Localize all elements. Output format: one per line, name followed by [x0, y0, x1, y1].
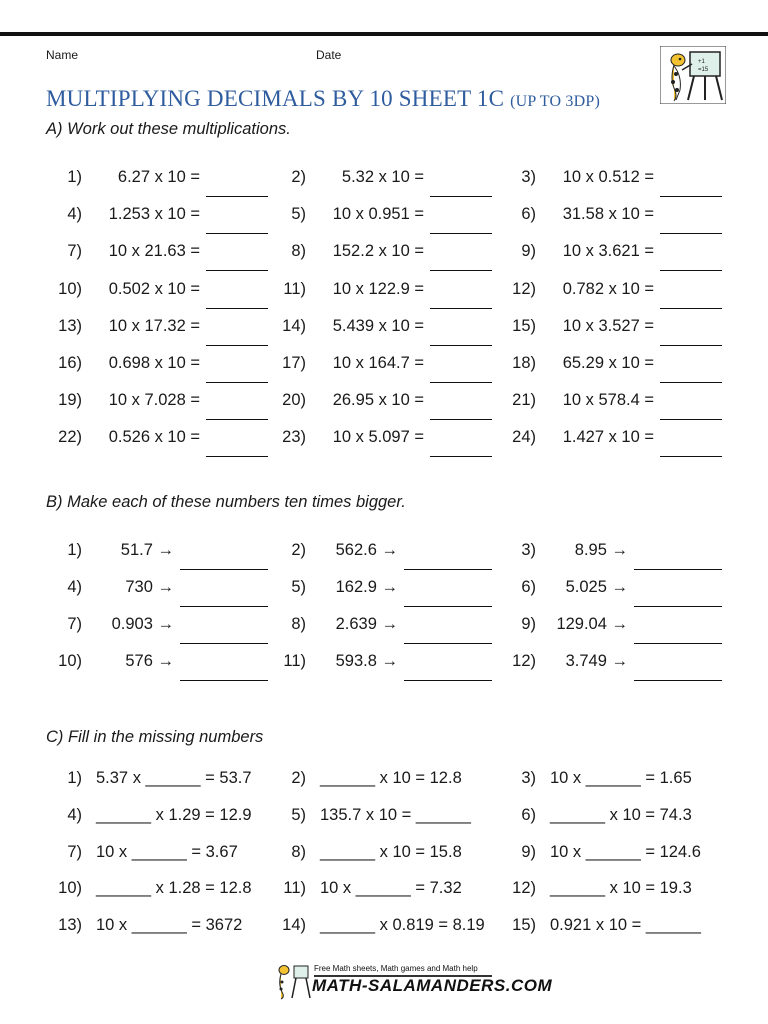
question-item	[44, 168, 272, 192]
question-expression: ______ x 10 = 19.3	[550, 879, 692, 898]
answer-blank[interactable]	[180, 643, 268, 644]
question-expression: 10 x 578.4 =	[562, 391, 654, 410]
answer-blank[interactable]	[206, 196, 268, 197]
question-expression: 5.32 x 10 =	[341, 168, 424, 186]
question-expression: 5.37 x ______ = 53.7	[96, 769, 252, 787]
question-item	[44, 205, 272, 229]
question-expression: 162.9 →	[335, 578, 398, 596]
question-expression: 2.639 →	[335, 615, 398, 633]
question-number: 1)	[67, 769, 82, 787]
question-expression: ______ x 0.819 = 8.19	[320, 916, 485, 935]
question-item	[268, 280, 496, 304]
question-item	[44, 916, 272, 940]
question-expression: 562.6 →	[335, 541, 398, 559]
question-number: 6)	[521, 805, 536, 824]
question-item	[498, 541, 726, 565]
question-item	[268, 541, 496, 565]
question-item	[498, 428, 726, 452]
question-item	[498, 317, 726, 341]
answer-blank[interactable]	[660, 419, 722, 420]
question-number: 2)	[291, 541, 306, 559]
question-number: 24)	[512, 428, 536, 447]
name-label: Name	[46, 48, 79, 62]
question-expression: 31.58 x 10 =	[562, 205, 654, 224]
answer-blank[interactable]	[660, 345, 722, 346]
question-item	[498, 843, 726, 867]
footer-salamander-icon	[272, 962, 312, 1000]
question-expression: 10 x ______ = 1.65	[550, 769, 692, 787]
question-item	[268, 652, 496, 676]
answer-blank[interactable]	[660, 308, 722, 309]
answer-blank[interactable]	[634, 569, 722, 570]
question-expression: 152.2 x 10 =	[332, 242, 424, 261]
answer-blank[interactable]	[634, 680, 722, 681]
question-expression: 0.502 x 10 =	[108, 279, 200, 298]
page-title	[46, 86, 600, 112]
question-number: 2)	[291, 769, 306, 787]
question-item	[44, 578, 272, 602]
question-number: 10)	[58, 879, 82, 898]
question-item	[268, 317, 496, 341]
section-c-heading: C) Fill in the missing numbers	[46, 728, 264, 746]
question-expression: 10 x 3.527 =	[562, 316, 654, 335]
question-expression: 5.439 x 10 =	[332, 316, 424, 335]
question-item	[44, 428, 272, 452]
svg-text:=15: =15	[698, 67, 709, 73]
section-b-heading: B) Make each of these numbers ten times bigger.	[46, 493, 406, 511]
question-number: 10)	[58, 279, 82, 298]
question-expression: 0.903 →	[111, 615, 174, 633]
question-item	[498, 280, 726, 304]
question-item	[498, 391, 726, 415]
question-number: 2)	[291, 168, 306, 186]
question-expression: 10 x ______ = 3672	[96, 916, 243, 935]
question-expression: 8.95 →	[574, 541, 628, 559]
question-item	[44, 317, 272, 341]
answer-blank[interactable]	[660, 456, 722, 457]
question-expression: ______ x 1.29 = 12.9	[96, 805, 252, 824]
question-expression: ______ x 10 = 15.8	[320, 842, 462, 861]
question-expression: 10 x 0.512 =	[562, 168, 654, 186]
question-number: 3)	[521, 168, 536, 186]
answer-blank[interactable]	[206, 270, 268, 271]
question-number: 5)	[291, 578, 306, 596]
question-number: 5)	[291, 205, 306, 224]
section-a-heading: A) Work out these multiplications.	[46, 120, 291, 138]
salamander-teacher-logo-icon	[660, 46, 726, 104]
svg-text:+1: +1	[698, 59, 705, 65]
question-expression: 65.29 x 10 =	[562, 354, 654, 372]
question-number: 8)	[291, 842, 306, 861]
question-item	[44, 615, 272, 639]
question-number: 10)	[58, 652, 82, 670]
question-expression: 3.749 →	[565, 652, 628, 670]
answer-blank[interactable]	[180, 569, 268, 570]
question-item	[44, 391, 272, 415]
question-item	[268, 391, 496, 415]
question-item	[268, 615, 496, 639]
question-item	[498, 879, 726, 903]
question-item	[498, 242, 726, 266]
question-expression: 5.025 →	[565, 578, 628, 596]
question-number: 1)	[67, 168, 82, 186]
question-number: 11)	[283, 279, 306, 298]
question-expression: 10 x ______ = 7.32	[320, 879, 462, 898]
question-item	[498, 769, 726, 793]
question-number: 21)	[512, 391, 536, 410]
question-expression: ______ x 10 = 74.3	[550, 805, 692, 824]
question-expression: 10 x 7.028 =	[108, 391, 200, 410]
answer-blank[interactable]	[660, 270, 722, 271]
answer-blank[interactable]	[206, 419, 268, 420]
question-number: 4)	[67, 578, 82, 596]
question-item	[268, 879, 496, 903]
answer-blank[interactable]	[430, 382, 492, 383]
question-expression: 129.04 →	[556, 615, 628, 633]
question-number: 20)	[282, 391, 306, 410]
question-item	[44, 280, 272, 304]
question-number: 9)	[521, 615, 536, 633]
question-item	[498, 806, 726, 830]
question-number: 3)	[521, 769, 536, 787]
question-expression: 1.253 x 10 =	[108, 205, 200, 224]
question-item	[268, 168, 496, 192]
question-number: 1)	[67, 541, 82, 559]
question-expression: 10 x 17.32 =	[108, 316, 200, 335]
question-number: 12)	[512, 279, 536, 298]
footer-logo	[272, 962, 553, 1002]
question-number: 3)	[521, 541, 536, 559]
answer-blank[interactable]	[430, 308, 492, 309]
question-expression: 1.427 x 10 =	[562, 428, 654, 447]
answer-blank[interactable]	[206, 456, 268, 457]
question-expression: 10 x ______ = 124.6	[550, 842, 701, 861]
question-expression: ______ x 1.28 = 12.8	[96, 879, 252, 898]
question-item	[268, 806, 496, 830]
question-expression: 26.95 x 10 =	[332, 391, 424, 410]
question-number: 9)	[521, 842, 536, 861]
question-number: 16)	[58, 354, 82, 372]
question-expression: ______ x 10 = 12.8	[320, 769, 462, 787]
question-expression: 135.7 x 10 = ______	[320, 805, 471, 824]
question-number: 7)	[67, 842, 82, 861]
question-expression: 10 x 0.951 =	[332, 205, 424, 224]
question-item	[498, 354, 726, 378]
title-main: MULTIPLYING DECIMALS BY 10 SHEET 1C	[46, 86, 505, 111]
top-rule	[0, 32, 768, 36]
question-item	[268, 242, 496, 266]
question-number: 7)	[67, 615, 82, 633]
question-expression: 0.782 x 10 =	[562, 279, 654, 298]
answer-blank[interactable]	[430, 419, 492, 420]
answer-blank[interactable]	[180, 680, 268, 681]
question-number: 8)	[291, 615, 306, 633]
question-number: 15)	[512, 916, 536, 935]
answer-blank[interactable]	[206, 345, 268, 346]
answer-blank[interactable]	[430, 196, 492, 197]
answer-blank[interactable]	[404, 680, 492, 681]
question-number: 12)	[512, 879, 536, 898]
answer-blank[interactable]	[180, 606, 268, 607]
answer-blank[interactable]	[660, 196, 722, 197]
question-number: 5)	[291, 805, 306, 824]
question-number: 4)	[67, 205, 82, 224]
answer-blank[interactable]	[206, 382, 268, 383]
question-expression: 0.698 x 10 =	[108, 354, 200, 372]
answer-blank[interactable]	[206, 308, 268, 309]
footer-tagline: Free Math sheets, Math games and Math help	[314, 964, 478, 973]
answer-blank[interactable]	[404, 606, 492, 607]
answer-blank[interactable]	[634, 643, 722, 644]
question-expression: 0.526 x 10 =	[108, 428, 200, 447]
question-expression: 51.7 →	[120, 541, 174, 559]
title-sub: (UP TO 3DP)	[510, 93, 600, 110]
question-expression: 10 x 3.621 =	[562, 242, 654, 261]
answer-blank[interactable]	[660, 382, 722, 383]
question-number: 7)	[67, 242, 82, 261]
answer-blank[interactable]	[430, 345, 492, 346]
question-number: 11)	[283, 652, 306, 670]
question-number: 6)	[521, 578, 536, 596]
question-number: 15)	[512, 316, 536, 335]
question-expression: 6.27 x 10 =	[117, 168, 200, 186]
question-expression: 10 x 122.9 =	[332, 279, 424, 298]
question-item	[498, 615, 726, 639]
question-item	[44, 843, 272, 867]
footer-site-name: MATH-SALAMANDERS.COM	[312, 976, 553, 995]
question-number: 13)	[58, 916, 82, 935]
question-number: 22)	[58, 428, 82, 447]
question-number: 6)	[521, 205, 536, 224]
question-expression: 10 x 5.097 =	[332, 428, 424, 447]
question-item	[44, 879, 272, 903]
question-item	[498, 916, 726, 940]
question-item	[44, 806, 272, 830]
question-item	[268, 843, 496, 867]
answer-blank[interactable]	[430, 270, 492, 271]
date-label: Date	[316, 48, 342, 62]
question-item	[498, 205, 726, 229]
answer-blank[interactable]	[404, 569, 492, 570]
question-number: 11)	[283, 879, 306, 898]
question-number: 18)	[512, 354, 536, 372]
question-item	[498, 652, 726, 676]
question-number: 4)	[67, 805, 82, 824]
question-item	[268, 916, 496, 940]
question-number: 23)	[282, 428, 306, 447]
answer-blank[interactable]	[634, 606, 722, 607]
question-number: 9)	[521, 242, 536, 261]
answer-blank[interactable]	[430, 233, 492, 234]
question-expression: 576 →	[125, 652, 174, 670]
question-item	[268, 769, 496, 793]
question-expression: 10 x ______ = 3.67	[96, 842, 238, 861]
question-item	[268, 205, 496, 229]
question-item	[498, 168, 726, 192]
answer-blank[interactable]	[404, 643, 492, 644]
question-number: 17)	[282, 354, 306, 372]
question-expression: 10 x 164.7 =	[332, 354, 424, 372]
question-expression: 10 x 21.63 =	[108, 242, 200, 261]
question-item	[44, 541, 272, 565]
question-number: 13)	[58, 316, 82, 335]
question-number: 8)	[291, 242, 306, 261]
question-number: 19)	[58, 391, 82, 410]
answer-blank[interactable]	[430, 456, 492, 457]
question-item	[44, 652, 272, 676]
question-item	[44, 242, 272, 266]
question-number: 14)	[282, 916, 306, 935]
question-item	[498, 578, 726, 602]
question-number: 14)	[282, 316, 306, 335]
question-number: 12)	[512, 652, 536, 670]
question-expression: 730 →	[125, 578, 174, 596]
answer-blank[interactable]	[660, 233, 722, 234]
question-item	[44, 354, 272, 378]
question-item	[268, 354, 496, 378]
question-item	[44, 769, 272, 793]
question-item	[268, 428, 496, 452]
question-expression: 593.8 →	[335, 652, 398, 670]
answer-blank[interactable]	[206, 233, 268, 234]
question-expression: 0.921 x 10 = ______	[550, 916, 701, 935]
question-item	[268, 578, 496, 602]
